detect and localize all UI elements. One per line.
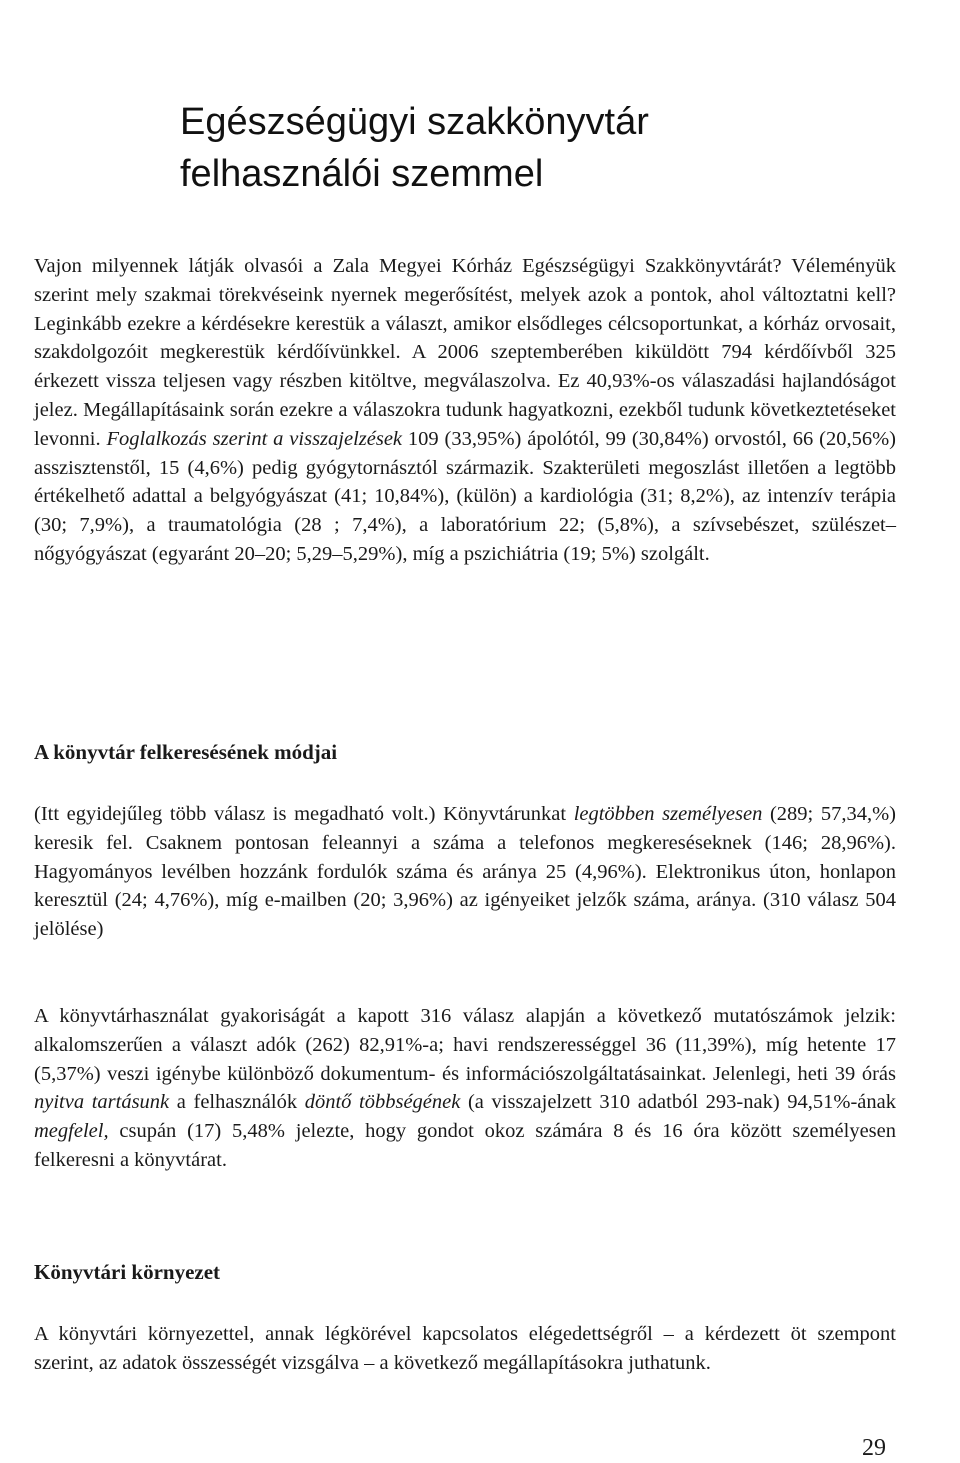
page-number: 29: [862, 1435, 886, 1461]
intro-text-2: 109 (33,95%) ápolótól, 99 (30,84%) orvostól, 66 (20,56%) asszisztenstől, 15 (4,6%) pedig gyógytornásztól származik. Szakterületi megoszlást illetően a legtöbb értékelhető adattal a belgyógyászat (41; 10,84%), (külön) a kardiológia (31; 8,2%), az intenzív terápia (30; 7,9%), a traumatológia (28 ; 7,4%), a laboratórium 22; (5,8%), a szívsebészet, szülészet–nőgyógyászat (egyaránt 20–20; 5,29–5,29%), míg a pszichiátria (19; 5%) szolgált.: [34, 427, 896, 565]
section-heading-access: A könyvtár felkeresésének módjai: [34, 740, 338, 764]
intro-italic-1: Foglalkozás szerint a visszajelzések: [106, 427, 403, 450]
title-line-2: felhasználói szemmel: [180, 153, 544, 195]
access-p1-text-b: (289; 57,34,%) keresik fel. Csaknem pontosan feleannyi a száma a telefonos megkereséseknek (146; 28,96%). Hagyományos levélben hozzánk fordulók száma és aránya 25 (4,96%). Elektronikus úton, honlapon keresztül (24; 4,76%), míg e-mailben (20; 3,96%) az igényeiket jelzők száma, aránya. (310 válasz 504 jelölése): [34, 803, 896, 941]
access-p2-text-b: a felhasználók: [169, 1091, 305, 1114]
environment-paragraph: A könyvtári környezettel, annak légkörével kapcsolatos elégedettségről – a kérdezett öt szempont szerint, az adatok összességét vizsgálva – a következő megállapításokra juthatunk.: [34, 1323, 896, 1374]
access-p2-text-d: csupán (17) 5,48% jelezte, hogy gondot okoz számára 8 és 16 óra között személyesen felkeresni a könyvtárat.: [34, 1120, 896, 1171]
access-p1-text-a: (Itt egyidejűleg több válasz is megadható volt.) Könyvtárunkat: [34, 803, 574, 825]
access-paragraph-1: [34, 800, 896, 944]
intro-text-1: Vajon milyennek látják olvasói a Zala Megyei Kórház Egészségügyi Szakkönyvtárát? Véleményük szerint mely szakmai törekvéseink nyernek megerősítést, melyek azok a pontok, ahol változtatni kell? Leginkább ezekre a kérdésekre kerestük a választ, amikor elsődleges célcsoportunkat, a kórház orvosait, szakdolgozóit megkerestük kérdőívünkkel. A 2006 szeptemberében kiküldött 794 kérdőívből 325 érkezett vissza teljesen vagy részben kitöltve, megválaszolva. Ez 40,93%-os válaszadási hajlandóságot jelez. Megállapításaink során ezekre a válaszokra tudunk hagyatkozni, ezekből tudunk következtetéseket levonni.: [34, 255, 896, 450]
access-p2-text-a: A könyvtárhasználat gyakoriságát a kapott 316 válasz alapján a következő mutatószámok jelzik: alkalomszerűen a választ adók (262) 82,91%-a; havi rendszerességgel 36 (11,39%), míg hetente 17 (5,37%) veszi igénybe különböző dokumentum- és információszolgáltatásainkat. Jelenlegi, heti 39 órás: [34, 1005, 896, 1085]
access-p2-italic-1: nyitva tartásunk: [34, 1091, 170, 1114]
access-p2-italic-3: megfelel,: [34, 1120, 109, 1143]
page-title: [180, 96, 880, 200]
section-heading-environment: Könyvtári környezet: [34, 1260, 221, 1284]
access-paragraph-2: [34, 1002, 896, 1175]
title-line-1: Egészségügyi szakkönyvtár: [180, 101, 649, 143]
intro-paragraph: [34, 252, 896, 569]
access-p1-italic-1: legtöbben személyesen: [573, 803, 763, 825]
access-p2-text-c: (a visszajelzett 310 adatból 293-nak) 94,51%-ának: [460, 1091, 896, 1114]
access-p2-italic-2: döntő többségének: [304, 1091, 461, 1114]
